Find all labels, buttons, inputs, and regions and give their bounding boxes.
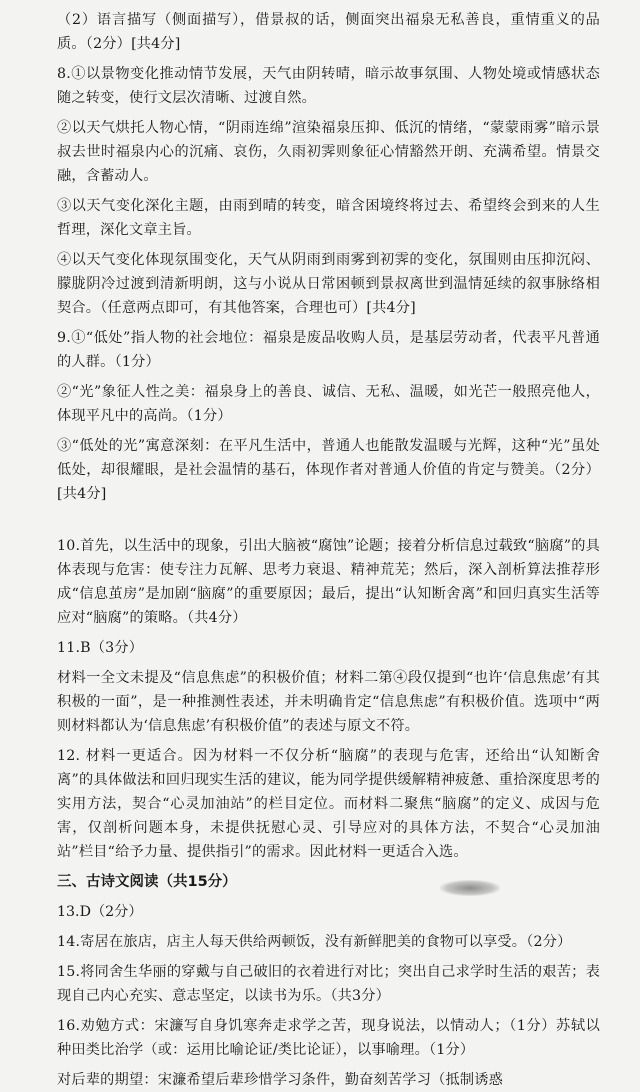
ink-smudge-decoration bbox=[440, 880, 500, 896]
answer-7-part2: （2）语言描写（侧面描写），借景叔的话，侧面突出福泉无私善良，重情重义的品质。（2分）[共4分] bbox=[57, 12, 600, 52]
answer-8-point4: ④以天气变化体现氛围变化，天气从阴雨到雨雾到初霁的变化，氛围则由压抑沉闷、朦胧阴冷过渡到清新明朗，这与小说从日常困顿到景叔离世到温情延续的叙事脉络相契合。（任意两点即可，有其他答案，合理也可）[共4分] bbox=[57, 252, 600, 316]
answer-9-point2: ②“光”象征人性之美：福泉身上的善良、诚信、无私、温暖，如光芒一般照亮他人，体现平凡中的高尚。（1分） bbox=[57, 384, 600, 424]
answer-15: 15.将同舍生华丽的穿戴与自己破旧的衣着进行对比；突出自己求学时生活的艰苦；表现自己内心充实、意志坚定，以读书为乐。（共3分） bbox=[57, 964, 600, 1004]
section-heading-classical-poetry: 三、古诗文阅读（共15分） bbox=[57, 874, 237, 890]
spacer bbox=[57, 512, 600, 534]
answer-8-point1: 8.①以景物变化推动情节发展，天气由阴转晴，暗示故事氛围、人物处境或情感状态随之转变，使行文层次清晰、过渡自然。 bbox=[57, 66, 600, 106]
answer-8-point3: ③以天气变化深化主题，由雨到晴的转变，暗含困境终将过去、希望终会到来的人生哲理，深化文章主旨。 bbox=[57, 198, 600, 238]
answer-16-expectation: 对后辈的期望：宋濂希望后辈珍惜学习条件，勤奋刻苦学习（抵制诱惑 bbox=[57, 1072, 504, 1088]
answer-16-method: 16.劝勉方式：宋濂写自身饥寒奔走求学之苦，现身说法，以情动人；（1分）苏轼以种田类比治学（或：运用比喻论证/类比论证），以事喻理。（1分） bbox=[57, 1018, 600, 1058]
answer-14: 14.寄居在旅店，店主人每天供给两顿饭，没有新鲜肥美的食物可以享受。（2分） bbox=[57, 934, 572, 950]
answer-11-explanation: 材料一全文未提及“信息焦虑”的积极价值；材料二第④段仅提到“也许‘信息焦虑’有其积极的一面”，是一种推测性表述，并未明确肯定“信息焦虑”有积极价值。选项中“两则材料都认为‘信息焦虑’有积极价值”的表述与原文不符。 bbox=[57, 670, 600, 734]
answer-9-point3: ③“低处的光”寓意深刻：在平凡生活中，普通人也能散发温暖与光辉，这种“光”虽处低处，却很耀眼，是社会温情的基石，体现作者对普通人价值的肯定与赞美。（2分）[共4分] bbox=[57, 438, 600, 502]
answer-8-point2: ②以天气烘托人物心情，“阴雨连绵”渲染福泉压抑、低沉的情绪，“蒙蒙雨雾”暗示景叔去世时福泉内心的沉痛、哀伤，久雨初霁则象征心情豁然开朗、充满希望。情景交融，含蓄动人。 bbox=[57, 120, 600, 184]
answer-11: 11.B（3分） bbox=[57, 640, 144, 656]
answer-9-point1: 9.①“低处”指人物的社会地位：福泉是废品收购人员，是基层劳动者，代表平凡普通的人群。（1分） bbox=[57, 330, 600, 370]
answer-12: 12. 材料一更适合。因为材料一不仅分析“脑腐”的表现与危害，还给出“认知断舍离”的具体做法和回归现实生活的建议，能为同学提供缓解精神疲惫、重拾深度思考的实用方法，契合“心灵加油站”的栏目定位。而材料二聚焦“脑腐”的定义、成因与危害，仅剖析问题本身，未提供抚慰心灵、引导应对的具体方法，不契合“心灵加油站”栏目“给予力量、提供指引”的需求。因此材料一更适合入选。 bbox=[57, 748, 600, 860]
answer-13: 13.D（2分） bbox=[57, 904, 143, 920]
answer-10: 10.首先，以生活中的现象，引出大脑被“腐蚀”论题；接着分析信息过载致“脑腐”的具体表现与危害：使专注力瓦解、思考力衰退、精神荒芜；然后，深入剖析算法推荐形成“信息茧房”是加剧“脑腐”的重要原因；最后，提出“认知断舍离”和回归真实生活等应对“脑腐”的策略。（共4分） bbox=[57, 538, 600, 626]
